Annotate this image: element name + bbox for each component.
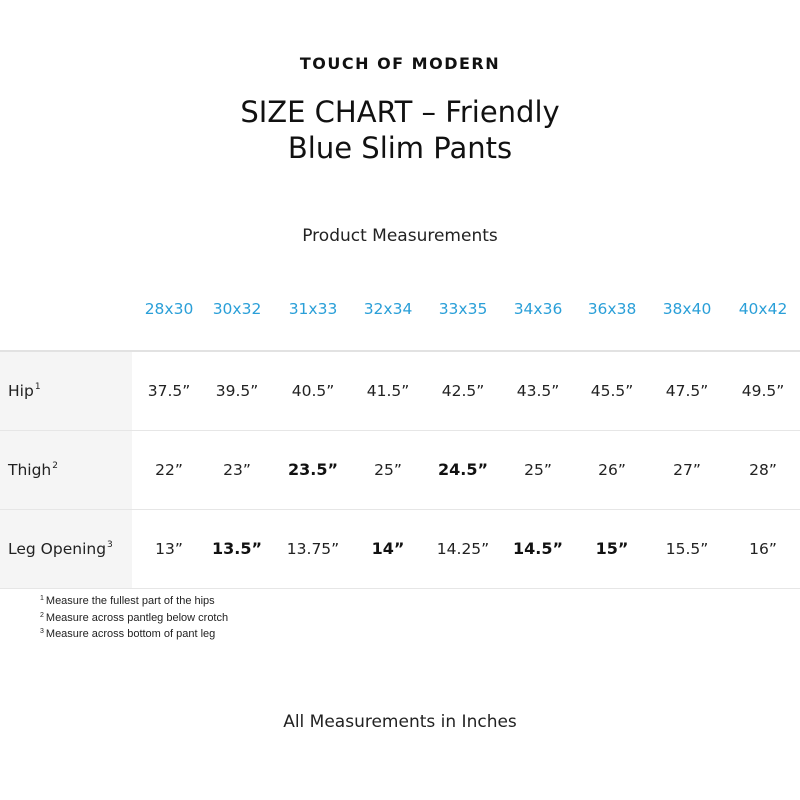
table-cell: 26” — [598, 461, 626, 479]
table-cell: 16” — [749, 540, 777, 558]
size-header-cell: 40x42 — [738, 300, 788, 318]
table-cell: 27” — [673, 461, 701, 479]
table-cell: 24.5” — [438, 460, 488, 479]
footnote-item — [40, 609, 228, 626]
table-cell: 23.5” — [288, 460, 338, 479]
table-cell: 39.5” — [215, 382, 259, 400]
row-label-leg-opening — [0, 510, 132, 588]
footnote-mark: 1 — [34, 382, 41, 392]
footnote-text: Measure across bottom of pant leg — [45, 628, 216, 640]
table-cell: 14.5” — [513, 539, 563, 558]
table-cell: 45.5” — [590, 382, 634, 400]
table-cell: 13” — [155, 540, 183, 558]
table-cell: 40.5” — [291, 382, 335, 400]
section-subtitle: Product Measurements — [302, 226, 498, 246]
footnote-item — [40, 592, 228, 609]
footnote-mark: 3 — [107, 540, 113, 550]
row-label-text: Thigh — [8, 461, 52, 479]
table-cell: 25” — [524, 461, 552, 479]
size-header-cell: 34x36 — [513, 300, 563, 318]
table-cell: 15.5” — [665, 540, 709, 558]
table-cell: 13.5” — [212, 539, 262, 558]
brand-logo: TOUCH OF MODERN — [299, 54, 501, 73]
footer-note: All Measurements in Inches — [283, 712, 517, 732]
footnote-mark: 2 — [52, 461, 58, 471]
footnote-item — [40, 625, 228, 642]
size-header-cell: 38x40 — [662, 300, 712, 318]
table-cell: 43.5” — [516, 382, 560, 400]
size-header-cell: 28x30 — [144, 300, 194, 318]
table-cell: 42.5” — [441, 382, 485, 400]
footnote-mark: 1 — [40, 595, 44, 602]
table-row-thigh — [0, 431, 800, 510]
size-header-cell: 31x33 — [288, 300, 338, 318]
footnote-mark: 3 — [40, 628, 44, 635]
table-cell: 22” — [155, 461, 183, 479]
page-title — [0, 94, 800, 166]
title-line-1: SIZE CHART – Friendly — [240, 95, 560, 129]
size-header-cell: 36x38 — [587, 300, 637, 318]
table-cell: 28” — [749, 461, 777, 479]
size-table — [0, 350, 800, 589]
row-label-hip — [0, 352, 132, 430]
table-row-leg-opening — [0, 510, 800, 589]
footnote-mark: 2 — [40, 611, 44, 619]
table-cell: 41.5” — [366, 382, 410, 400]
table-cell: 14.25” — [436, 540, 490, 558]
footnotes — [40, 592, 228, 642]
table-row-hip — [0, 352, 800, 431]
size-header-row — [132, 300, 800, 324]
table-cell: 25” — [374, 461, 402, 479]
row-label-text: Leg Opening — [8, 540, 107, 558]
footnote-text: Measure across pantleg below crotch — [45, 611, 229, 624]
row-label-thigh — [0, 431, 132, 509]
table-cell: 23” — [223, 461, 251, 479]
size-header-cell: 33x35 — [438, 300, 488, 318]
table-cell: 49.5” — [741, 382, 785, 400]
table-cell: 47.5” — [665, 382, 709, 400]
footnote-text: Measure the fullest part of the hips — [45, 595, 215, 607]
table-cell: 14” — [371, 539, 405, 558]
size-header-cell: 30x32 — [212, 300, 262, 318]
row-label-text: Hip — [8, 382, 34, 400]
table-cell: 37.5” — [147, 382, 191, 400]
table-cell: 15” — [595, 539, 629, 558]
title-line-2: Blue Slim Pants — [287, 131, 513, 165]
table-cell: 13.75” — [286, 540, 340, 558]
size-header-cell: 32x34 — [363, 300, 413, 318]
